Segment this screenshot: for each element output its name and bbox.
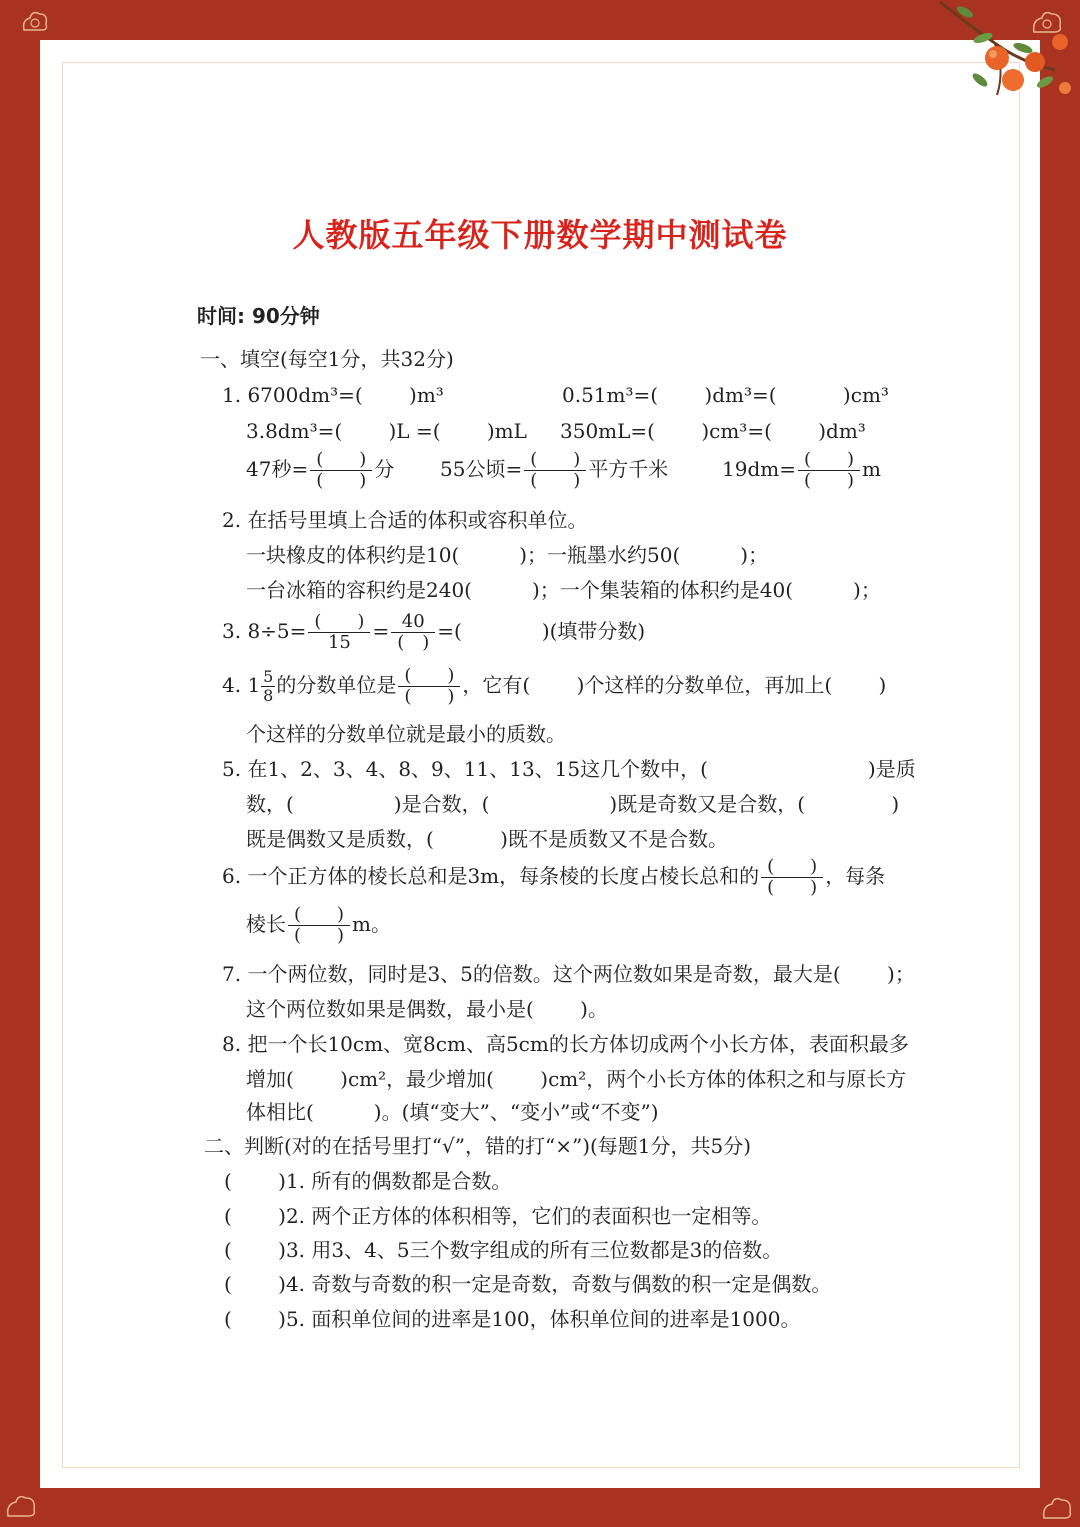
- q1-g-suffix: m: [862, 457, 881, 481]
- exam-time: 时间: 90分钟: [197, 304, 320, 328]
- judge-item-2: ( )2. 两个正方体的体积相等，它们的表面积也一定相等。: [224, 1204, 772, 1228]
- fraction-denominator: ( ): [803, 470, 855, 491]
- q1-e-fraction: [310, 450, 372, 491]
- q4-suffix: ，它有( )个这样的分数单位，再加上( ): [462, 673, 887, 697]
- corner-cloud-icon-bottom-right: [1040, 1492, 1074, 1522]
- q6-suffix: ，每条: [825, 864, 886, 888]
- q5-line-a: 5. 在1、2、3、4、8、9、11、13、15这几个数中，( )是质: [222, 757, 916, 781]
- q3-suffix: =( )(填带分数): [437, 619, 646, 643]
- q6-text: 6. 一个正方体的棱长总和是3m，每条棱的长度占棱长总和的: [222, 864, 760, 888]
- judge-item-4: ( )4. 奇数与奇数的积一定是奇数，奇数与偶数的积一定是偶数。: [224, 1272, 832, 1296]
- q8-line-b: 增加( )cm²，最少增加( )cm²，两个小长方体的体积之和与原长方: [246, 1067, 907, 1091]
- q1-line-a: 1. 6700dm³=( )m³: [222, 383, 444, 407]
- q1-line-b: 0.51m³=( )dm³=( )cm³: [562, 383, 889, 407]
- q5-line-c: 既是偶数又是质数，( )既不是质数又不是合数。: [246, 827, 728, 851]
- fraction-denominator: ( ): [397, 632, 430, 653]
- fraction-denominator: ( ): [316, 470, 367, 491]
- q4-unit-fraction: [398, 666, 460, 707]
- fraction-numerator: 40: [391, 612, 435, 633]
- q1-f-prefix: 55公顷=: [440, 457, 523, 481]
- q2-line-a: 2. 在括号里填上合适的体积或容积单位。: [222, 508, 588, 532]
- corner-cloud-icon-bottom-left: [4, 1490, 38, 1520]
- judge-item-3: ( )3. 用3、4、5三个数字组成的所有三位数都是3的倍数。: [224, 1238, 783, 1262]
- q1-e-suffix: 分: [374, 457, 395, 481]
- q3-prefix: 3. 8÷5=: [222, 619, 307, 643]
- q1-f-fraction: [524, 450, 586, 491]
- q3-line: [222, 612, 645, 653]
- q8-line-c: 体相比( )。(填“变大”、“变小”或“不变”): [246, 1100, 659, 1124]
- q6-fraction-2: [288, 905, 350, 946]
- q1-f-suffix: 平方千米: [588, 457, 669, 481]
- fraction-numerator: ( ): [308, 612, 370, 633]
- q3-fraction-2: [391, 612, 435, 653]
- q1-g-prefix: 19dm=: [722, 457, 796, 481]
- q4-line-a: [222, 666, 886, 707]
- q8-line-a: 8. 把一个长10cm、宽8cm、高5cm的长方体切成两个小长方体，表面积最多: [222, 1032, 909, 1056]
- fraction-numerator: 5: [263, 667, 274, 686]
- q6-b-suffix: m。: [352, 912, 392, 936]
- fraction-numerator: ( ): [398, 666, 460, 687]
- judge-item-1: ( )1. 所有的偶数都是合数。: [224, 1169, 512, 1193]
- q4-mixed-fraction: [261, 668, 275, 705]
- fraction-denominator: 15: [327, 632, 351, 653]
- q1-line-c: 3.8dm³=( )L =( )mL: [246, 419, 527, 443]
- fraction-numerator: ( ): [288, 905, 350, 926]
- q1-line-g: [722, 450, 881, 491]
- fraction-numerator: ( ): [761, 857, 823, 878]
- q6-b-prefix: 棱长: [246, 912, 286, 936]
- fraction-numerator: ( ): [798, 450, 860, 471]
- q5-line-b: 数，( )是合数，( )既是奇数又是合数，( ): [246, 792, 900, 816]
- q2-line-b: 一块橡皮的体积约是10( )；一瓶墨水约50( )；: [246, 543, 769, 567]
- corner-cloud-icon: [20, 8, 50, 34]
- q4-mid-text: 的分数单位是: [276, 673, 397, 697]
- q3-equals: =: [372, 619, 390, 643]
- q7-line-a: 7. 一个两位数，同时是3、5的倍数。这个两位数如果是奇数，最大是( )；: [222, 962, 915, 986]
- q1-e-prefix: 47秒=: [246, 457, 309, 481]
- fraction-denominator: 8: [263, 686, 274, 705]
- section1-heading: 一、填空(每空1分，共32分): [200, 347, 454, 371]
- q3-fraction-1: [308, 612, 370, 653]
- page-title: 人教版五年级下册数学期中测试卷: [292, 216, 788, 254]
- fraction-denominator: ( ): [767, 877, 818, 898]
- q4-line-b: 个这样的分数单位就是最小的质数。: [246, 722, 566, 746]
- fraction-denominator: ( ): [404, 686, 455, 707]
- section2-heading: 二、判断(对的在括号里打“√”，错的打“×”)(每题1分，共5分): [204, 1134, 752, 1158]
- q6-line-a: [222, 857, 885, 898]
- q6-line-b: [246, 905, 391, 946]
- q6-fraction-1: [761, 857, 823, 898]
- q4-prefix: 4. 1: [222, 673, 261, 697]
- q1-line-e: [246, 450, 394, 491]
- q7-line-b: 这个两位数如果是偶数，最小是( )。: [246, 997, 608, 1021]
- fraction-numerator: ( ): [524, 450, 586, 471]
- judge-item-5: ( )5. 面积单位间的进率是100，体积单位间的进率是1000。: [224, 1307, 801, 1331]
- q1-g-fraction: [798, 450, 860, 491]
- fraction-numerator: ( ): [310, 450, 372, 471]
- q1-line-f: [440, 450, 668, 491]
- fraction-denominator: ( ): [294, 925, 345, 946]
- q2-line-c: 一台冰箱的容积约是240( )；一个集装箱的体积约是40( )；: [246, 578, 881, 602]
- q1-line-d: 350mL=( )cm³=( )dm³: [560, 419, 866, 443]
- persimmon-branch-icon: [935, 0, 1075, 110]
- fraction-denominator: ( ): [530, 470, 581, 491]
